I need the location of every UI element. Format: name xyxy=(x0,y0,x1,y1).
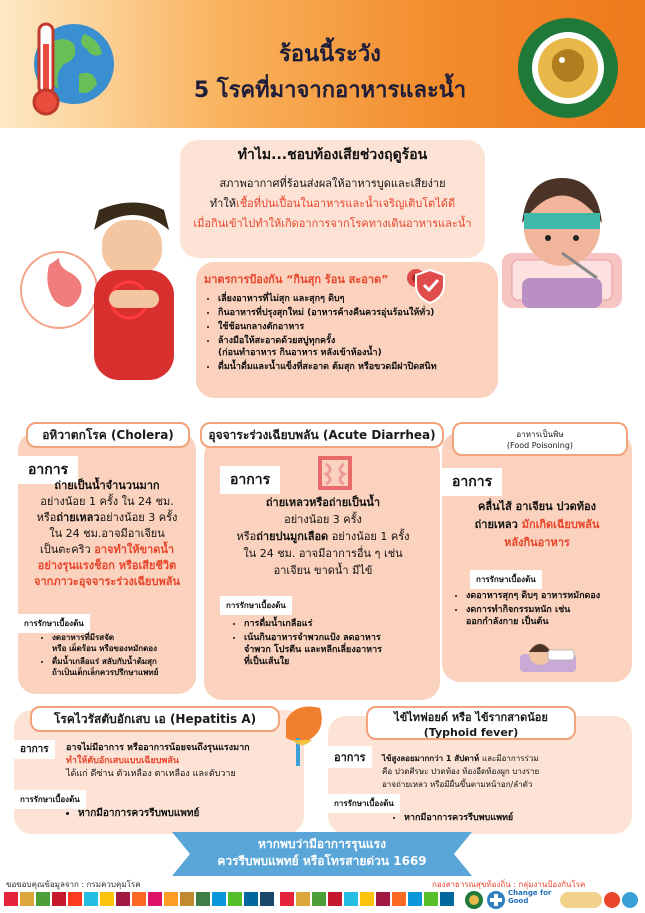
cholera-symptom-label: อาการ xyxy=(18,456,78,484)
treatment-item: • ดื่มน้ำเกลือแร่ สลับกับน้ำต้มสุก ถ้าเป็นเด็กเล็กควรปรึกษาแพทย์ xyxy=(52,656,194,678)
liver-icon xyxy=(282,700,326,770)
diarrhea-treatment-list xyxy=(232,618,432,670)
sick-boy-illustration xyxy=(492,168,632,318)
treatment-item: • หากมีอาการควรรีบพบแพทย์ xyxy=(78,808,286,820)
sdg-icon xyxy=(148,892,162,906)
sdg-icon xyxy=(84,892,98,906)
sdg-icon xyxy=(180,892,194,906)
credit-department: กองสาธารณสุขท้องถิ่น : กลุ่มงานป้องกันโรค xyxy=(432,880,586,889)
header-banner xyxy=(0,0,645,128)
prevention-item: • ใช้ช้อนกลางตักอาหาร xyxy=(218,321,498,333)
sdg-icon xyxy=(116,892,130,906)
change-for-good-logo: Change for Good xyxy=(508,889,552,905)
typhoid-treatment-list xyxy=(392,812,622,826)
food-poisoning-treatment-list xyxy=(454,590,630,630)
health-division-logo xyxy=(486,890,506,910)
food-poisoning-symptom-label: อาการ xyxy=(442,468,502,496)
diarrhea-symptom-label: อาการ xyxy=(220,466,280,494)
sdg-icon xyxy=(36,892,50,906)
intestine-icon xyxy=(316,452,354,492)
diarrhea-title: อุจจาระร่วงเฉียบพลัน (Acute Diarrhea) xyxy=(200,422,444,448)
cholera-treatment-list xyxy=(40,632,194,680)
page-title-line2: 5 โรคที่มาจากอาหารและน้ำ xyxy=(193,78,467,103)
sdg-icon xyxy=(4,892,18,906)
sdg-icon xyxy=(344,892,358,906)
thermometer-globe-icon xyxy=(14,14,124,122)
sdg-icon xyxy=(100,892,114,906)
why-line1: สภาพอากาศที่ร้อนส่งผลให้อาหารบูดและเสียง่าย xyxy=(219,177,446,190)
treatment-item: • งดการทำกิจกรรมหนัก เช่น ออกกำลังกาย เป็นต้น xyxy=(466,604,630,628)
department-small-logo xyxy=(464,890,484,910)
treatment-item: • หากมีอาการควรรีบพบแพทย์ xyxy=(404,812,622,824)
sdg-icon xyxy=(164,892,178,906)
food-poisoning-treatment-label: การรักษาเบื้องต้น xyxy=(470,570,542,589)
sdg-icon xyxy=(260,892,274,906)
hepatitis-treatment-list xyxy=(66,808,286,822)
sdg-icon xyxy=(376,892,390,906)
sdg-icon xyxy=(52,892,66,906)
sdg-icon xyxy=(312,892,326,906)
prevention-item: • ล้างมือให้สะอาดด้วยสบู่ทุกครั้ง (ก่อนทำอาหาร กินอาหาร หลังเข้าห้องน้ำ) xyxy=(218,335,498,359)
treatment-item: • งดอาหารสุกๆ ดิบๆ อาหารหมักดอง xyxy=(466,590,630,602)
typhoid-symptoms: ไข้สูงลอยมากกว่า 1 สัปดาห์ และมีอาการร่วม คือ ปวดศีรษะ ปวดท้อง ท้องอืดท้องผูก บางราย อาจถ่ายเหลว หรือมีผื่นขึ้นตามหน้าอก/ลำตัว xyxy=(382,754,540,789)
partner-logo xyxy=(560,890,640,910)
hepatitis-symptoms: อาจไม่มีอาการ หรืออาการน้อยจนถึงรุนแรงมาก ทำให้ตับอักเสบแบบเฉียบพลัน ได้แก่ ดีซ่าน ตัวเหลือง ตาเหลือง และตับวาย xyxy=(66,743,250,779)
sdg-icon xyxy=(280,892,294,906)
sdg-icon xyxy=(360,892,374,906)
why-title: ทำไม...ชอบท้องเสียช่วงฤดูร้อน xyxy=(237,147,428,163)
sdg-icon xyxy=(68,892,82,906)
sdg-icon xyxy=(424,892,438,906)
prevention-item: • ดื่มน้ำดื่มและน้ำแข็งที่สะอาด ต้มสุก หรือขวดมีฝาปิดสนิท xyxy=(218,361,498,373)
prevention-list xyxy=(206,293,498,375)
cholera-treatment-label: การรักษาเบื้องต้น xyxy=(18,614,90,633)
sdg-icon xyxy=(408,892,422,906)
sdg-icon xyxy=(440,892,454,906)
cholera-symptoms: ถ่ายเป็นน้ำจำนวนมาก อย่างน้อย 1 ครั้ง ใน 24 ชม. หรือถ่ายเหลวอย่างน้อย 3 ครั้ง ใน 24 ชม.อาจมีอาเจียน เป็นตะคริว อาจทำให้ขาดน้ำ อย่างรุนแรงช็อก หรือเสียชีวิต จากภาวะอุจจาระร่วงเฉียบพลัน xyxy=(34,479,180,588)
diarrhea-symptoms: ถ่ายเหลวหรือถ่ายเป็นน้ำ อย่างน้อย 3 ครั้ง หรือถ่ายปนมูกเลือด อย่างน้อย 1 ครั้ง ใน 24 ชม. อาจมีอาการอื่น ๆ เช่น อาเจียน ขาดน้ำ มีไข้ xyxy=(236,496,410,577)
sdg-icon xyxy=(196,892,210,906)
prevention-item: • เลี่ยงอาหารที่ไม่สุก และสุกๆ ดิบๆ xyxy=(218,293,498,305)
diarrhea-treatment-label: การรักษาเบื้องต้น xyxy=(220,596,292,615)
typhoid-title: ไข้ไทฟอยด์ หรือ ไข้รากสาดน้อย (Typhoid fever) xyxy=(366,706,576,740)
sdg-icon xyxy=(212,892,226,906)
treatment-item: • เน้นกินอาหารจำพวกแป้ง ลดอาหาร จำพวก โปรตีน และหลีกเลี่ยงอาหาร ที่เป็นเส้นใย xyxy=(244,632,432,668)
hepatitis-title: โรคไวรัสตับอักเสบ เอ (Hepatitis A) xyxy=(30,706,280,732)
hepatitis-treatment-label: การรักษาเบื้องต้น xyxy=(14,790,86,809)
treatment-item: • การดื่มน้ำเกลือแร่ xyxy=(244,618,432,630)
food-poisoning-symptoms: คลื่นไส้ อาเจียน ปวดท้อง ถ่ายเหลว มักเกิดเฉียบพลัน หลังกินอาหาร xyxy=(474,500,600,549)
typhoid-treatment-label: การรักษาเบื้องต้น xyxy=(328,794,400,813)
sdg-icon xyxy=(228,892,242,906)
credit-source: ขอขอบคุณข้อมูลจาก : กรมควบคุมโรค xyxy=(6,880,141,889)
why-line3: เมื่อกินเข้าไปทำให้เกิดอาการจากโรคทางเดินอาหารและน้ำ xyxy=(193,217,472,230)
sdg-icon xyxy=(296,892,310,906)
why-line2: ทำให้เชื้อที่ปนเปื้อนในอาหารและน้ำเจริญเติบโตได้ดี xyxy=(209,197,456,210)
hepatitis-symptom-label: อาการ xyxy=(14,740,55,759)
emergency-banner-text: หากพบว่ามีอาการรุนแรง ควรรีบพบแพทย์ หรือโทรสายด่วน 1669 xyxy=(217,837,427,868)
stomach-ache-illustration xyxy=(14,190,184,390)
department-logo xyxy=(516,16,620,120)
prevention-title: มาตรการป้องกัน “กินสุก ร้อน สะอาด” xyxy=(204,273,389,286)
prevention-item: • กินอาหารที่ปรุงสุกใหม่ (อาหารค้างคืนควรอุ่นร้อนให้ทั่ว) xyxy=(218,307,498,319)
cholera-title: อหิวาตกโรค (Cholera) xyxy=(26,422,190,448)
food-poisoning-title: อาหารเป็นพิษ (Food Poisoning) xyxy=(452,422,628,456)
sdg-icon xyxy=(392,892,406,906)
sdg-icon xyxy=(244,892,258,906)
sick-patient-bed-icon xyxy=(518,636,578,674)
typhoid-symptom-label: อาการ xyxy=(328,746,372,768)
sdg-icon xyxy=(20,892,34,906)
sdg-icon xyxy=(132,892,146,906)
sdg-icon xyxy=(328,892,342,906)
treatment-item: • งดอาหารที่มีรสจัด หรือ เผ็ดร้อน หรือของหมักดอง xyxy=(52,632,194,654)
page-title-line1: ร้อนนี้ระวัง xyxy=(279,42,381,67)
